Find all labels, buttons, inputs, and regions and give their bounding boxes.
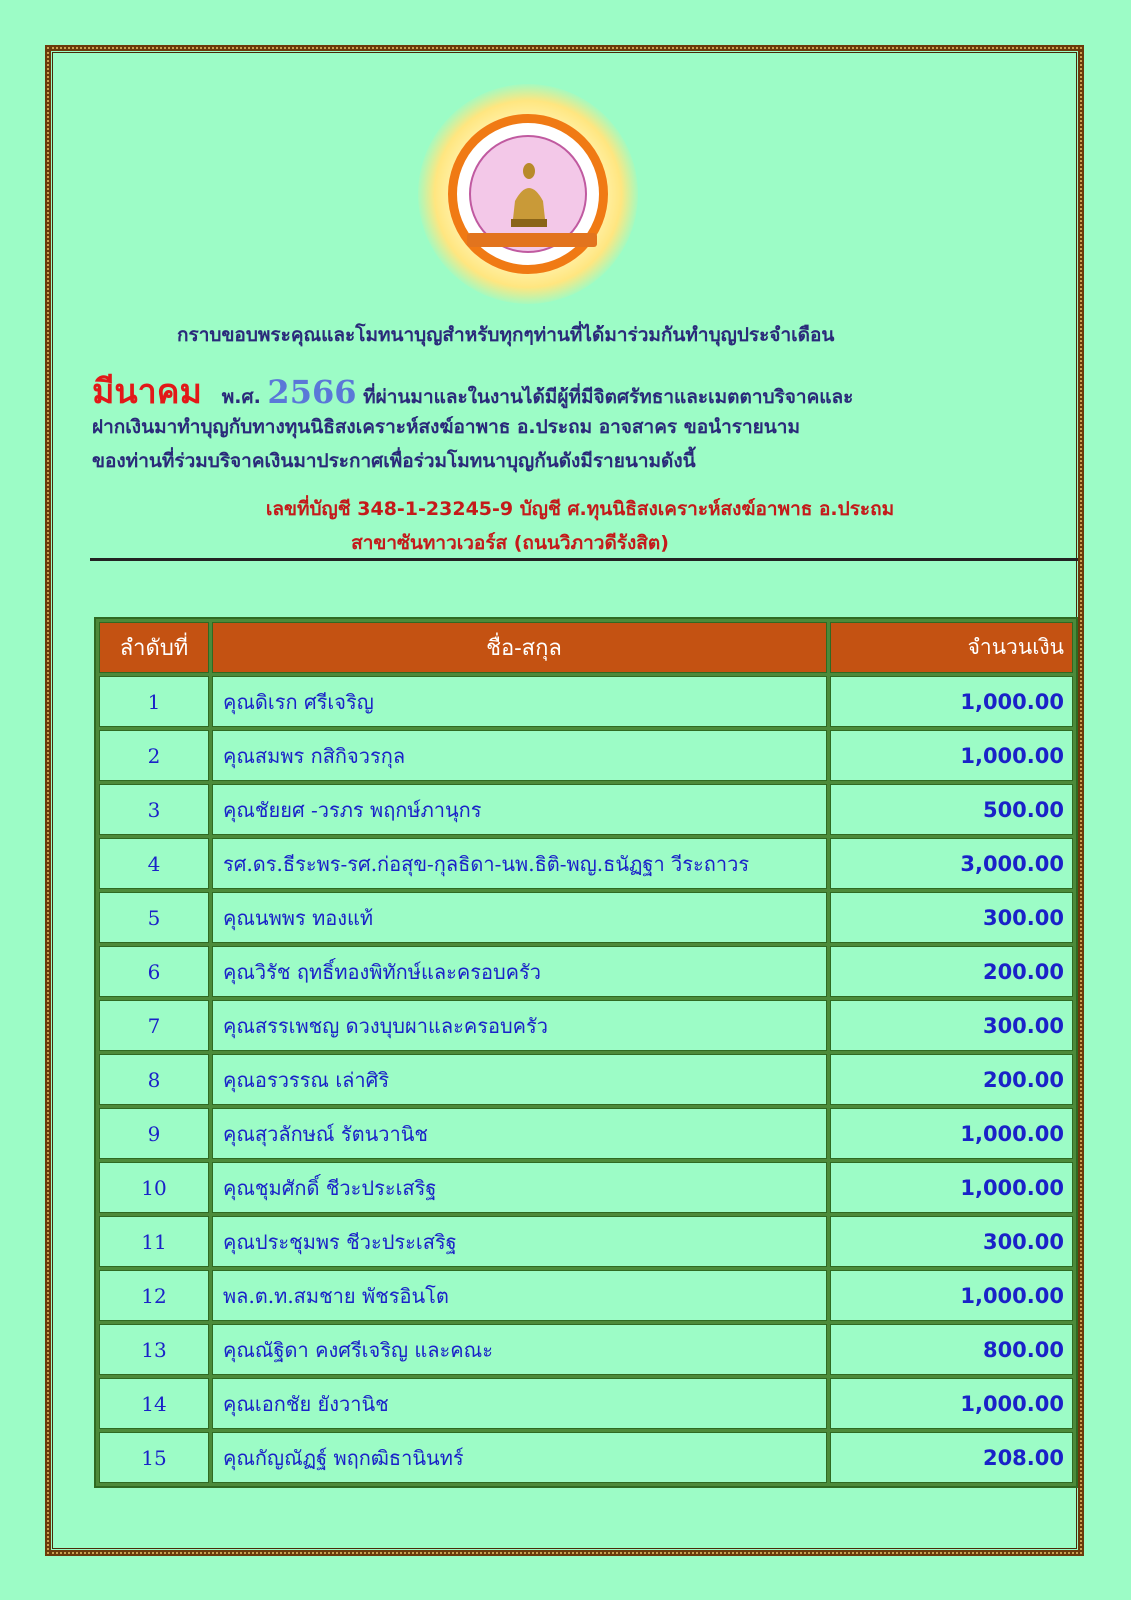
row-no: 9 [99, 1108, 209, 1159]
row-amount: 1,000.00 [830, 730, 1073, 781]
table-row [99, 1054, 1073, 1105]
intro-line-4: ของท่านที่ร่วมบริจาคเงินมาประกาศเพื่อร่วมโมทนาบุญกันดังมีรายนามดังนี้ [92, 450, 696, 472]
row-name: คุณสรรเพชญ ดวงบุบผาและครอบครัว [212, 1000, 827, 1051]
row-no: 14 [99, 1378, 209, 1429]
row-name: คุณชุมศักดิ์ ชีวะประเสริฐ [212, 1162, 827, 1213]
row-no: 15 [99, 1432, 209, 1483]
account-line-1: เลขที่บัญชี 348-1-23245-9 บัญชี ศ.ทุนนิธิสงเคราะห์สงฆ์อาพาธ อ.ประถม [265, 498, 895, 520]
row-amount: 800.00 [830, 1324, 1073, 1375]
row-name: คุณสมพร กสิกิจวรกุล [212, 730, 827, 781]
table-header-row [99, 622, 1073, 673]
intro-line-1: กราบขอบพระคุณและโมทนาบุญสำหรับทุกๆท่านที่ได้มาร่วมกันทำบุญประจำเดือน [177, 324, 835, 346]
donation-table [94, 617, 1078, 1488]
table-row [99, 1216, 1073, 1267]
divider [90, 558, 1078, 561]
row-name: คุณประชุมพร ชีวะประเสริฐ [212, 1216, 827, 1267]
row-amount: 1,000.00 [830, 1162, 1073, 1213]
row-amount: 1,000.00 [830, 676, 1073, 727]
row-name: คุณนพพร ทองแท้ [212, 892, 827, 943]
year-label: 2566 [267, 373, 357, 411]
buddha-icon [509, 161, 549, 231]
table-row [99, 1270, 1073, 1321]
month-label: มีนาคม [92, 372, 202, 412]
table-row [99, 1324, 1073, 1375]
table-row [99, 784, 1073, 835]
row-name: คุณกัญณัฏฐ์ พฤกฒิธานินทร์ [212, 1432, 827, 1483]
row-no: 2 [99, 730, 209, 781]
seal-ring [448, 114, 608, 274]
row-no: 1 [99, 676, 209, 727]
table-row [99, 946, 1073, 997]
row-no: 4 [99, 838, 209, 889]
table-row [99, 1108, 1073, 1159]
header-name: ชื่อ-สกุล [212, 622, 827, 673]
table-row [99, 838, 1073, 889]
row-amount: 208.00 [830, 1432, 1073, 1483]
table-row [99, 676, 1073, 727]
foundation-seal-logo [418, 84, 638, 304]
row-name: คุณชัยยศ -วรภร พฤกษ์ภานุกร [212, 784, 827, 835]
row-no: 12 [99, 1270, 209, 1321]
table-row [99, 1000, 1073, 1051]
table-row [99, 1432, 1073, 1483]
table-row [99, 730, 1073, 781]
row-amount: 1,000.00 [830, 1108, 1073, 1159]
row-name: คุณวิรัช ฤทธิ์ทองพิทักษ์และครอบครัว [212, 946, 827, 997]
row-amount: 300.00 [830, 892, 1073, 943]
header-amount: จำนวนเงิน [830, 622, 1073, 673]
header-no: ลำดับที่ [99, 622, 209, 673]
row-name: คุณเอกชัย ยังวานิช [212, 1378, 827, 1429]
row-amount: 200.00 [830, 946, 1073, 997]
account-line-2: สาขาซันทาวเวอร์ส (ถนนวิภาวดีรังสิต) [351, 532, 669, 554]
row-name: คุณสุวลักษณ์ รัตนวานิช [212, 1108, 827, 1159]
row-amount: 500.00 [830, 784, 1073, 835]
row-no: 13 [99, 1324, 209, 1375]
row-name: พล.ต.ท.สมชาย พัชรอินโต [212, 1270, 827, 1321]
intro-line-2 [92, 364, 1077, 418]
row-amount: 300.00 [830, 1000, 1073, 1051]
row-name: รศ.ดร.ธีระพร-รศ.ก่อสุข-กุลธิดา-นพ.ธิติ-พญ.ธนัฏฐา วีระถาวร [212, 838, 827, 889]
row-name: คุณณัฐิดา คงศรีเจริญ และคณะ [212, 1324, 827, 1375]
row-name: คุณอรวรรณ เล่าศิริ [212, 1054, 827, 1105]
row-amount: 1,000.00 [830, 1270, 1073, 1321]
table-row [99, 1378, 1073, 1429]
row-no: 11 [99, 1216, 209, 1267]
era-label: พ.ศ. [221, 386, 261, 408]
row-amount: 3,000.00 [830, 838, 1073, 889]
seal-ribbon [467, 233, 597, 247]
row-no: 8 [99, 1054, 209, 1105]
row-no: 5 [99, 892, 209, 943]
row-no: 3 [99, 784, 209, 835]
table-row [99, 892, 1073, 943]
row-amount: 200.00 [830, 1054, 1073, 1105]
row-amount: 300.00 [830, 1216, 1073, 1267]
row-amount: 1,000.00 [830, 1378, 1073, 1429]
intro-line-2-rest: ที่ผ่านมาและในงานได้มีผู้ที่มีจิตศรัทธาและเมตตาบริจาคและ [363, 386, 854, 408]
row-no: 6 [99, 946, 209, 997]
intro-line-3: ฝากเงินมาทำบุญกับทางทุนนิธิสงเคราะห์สงฆ์อาพาธ อ.ประถม อาจสาคร ขอนำรายนาม [92, 416, 800, 438]
row-no: 10 [99, 1162, 209, 1213]
table-row [99, 1162, 1073, 1213]
row-no: 7 [99, 1000, 209, 1051]
row-name: คุณดิเรก ศรีเจริญ [212, 676, 827, 727]
